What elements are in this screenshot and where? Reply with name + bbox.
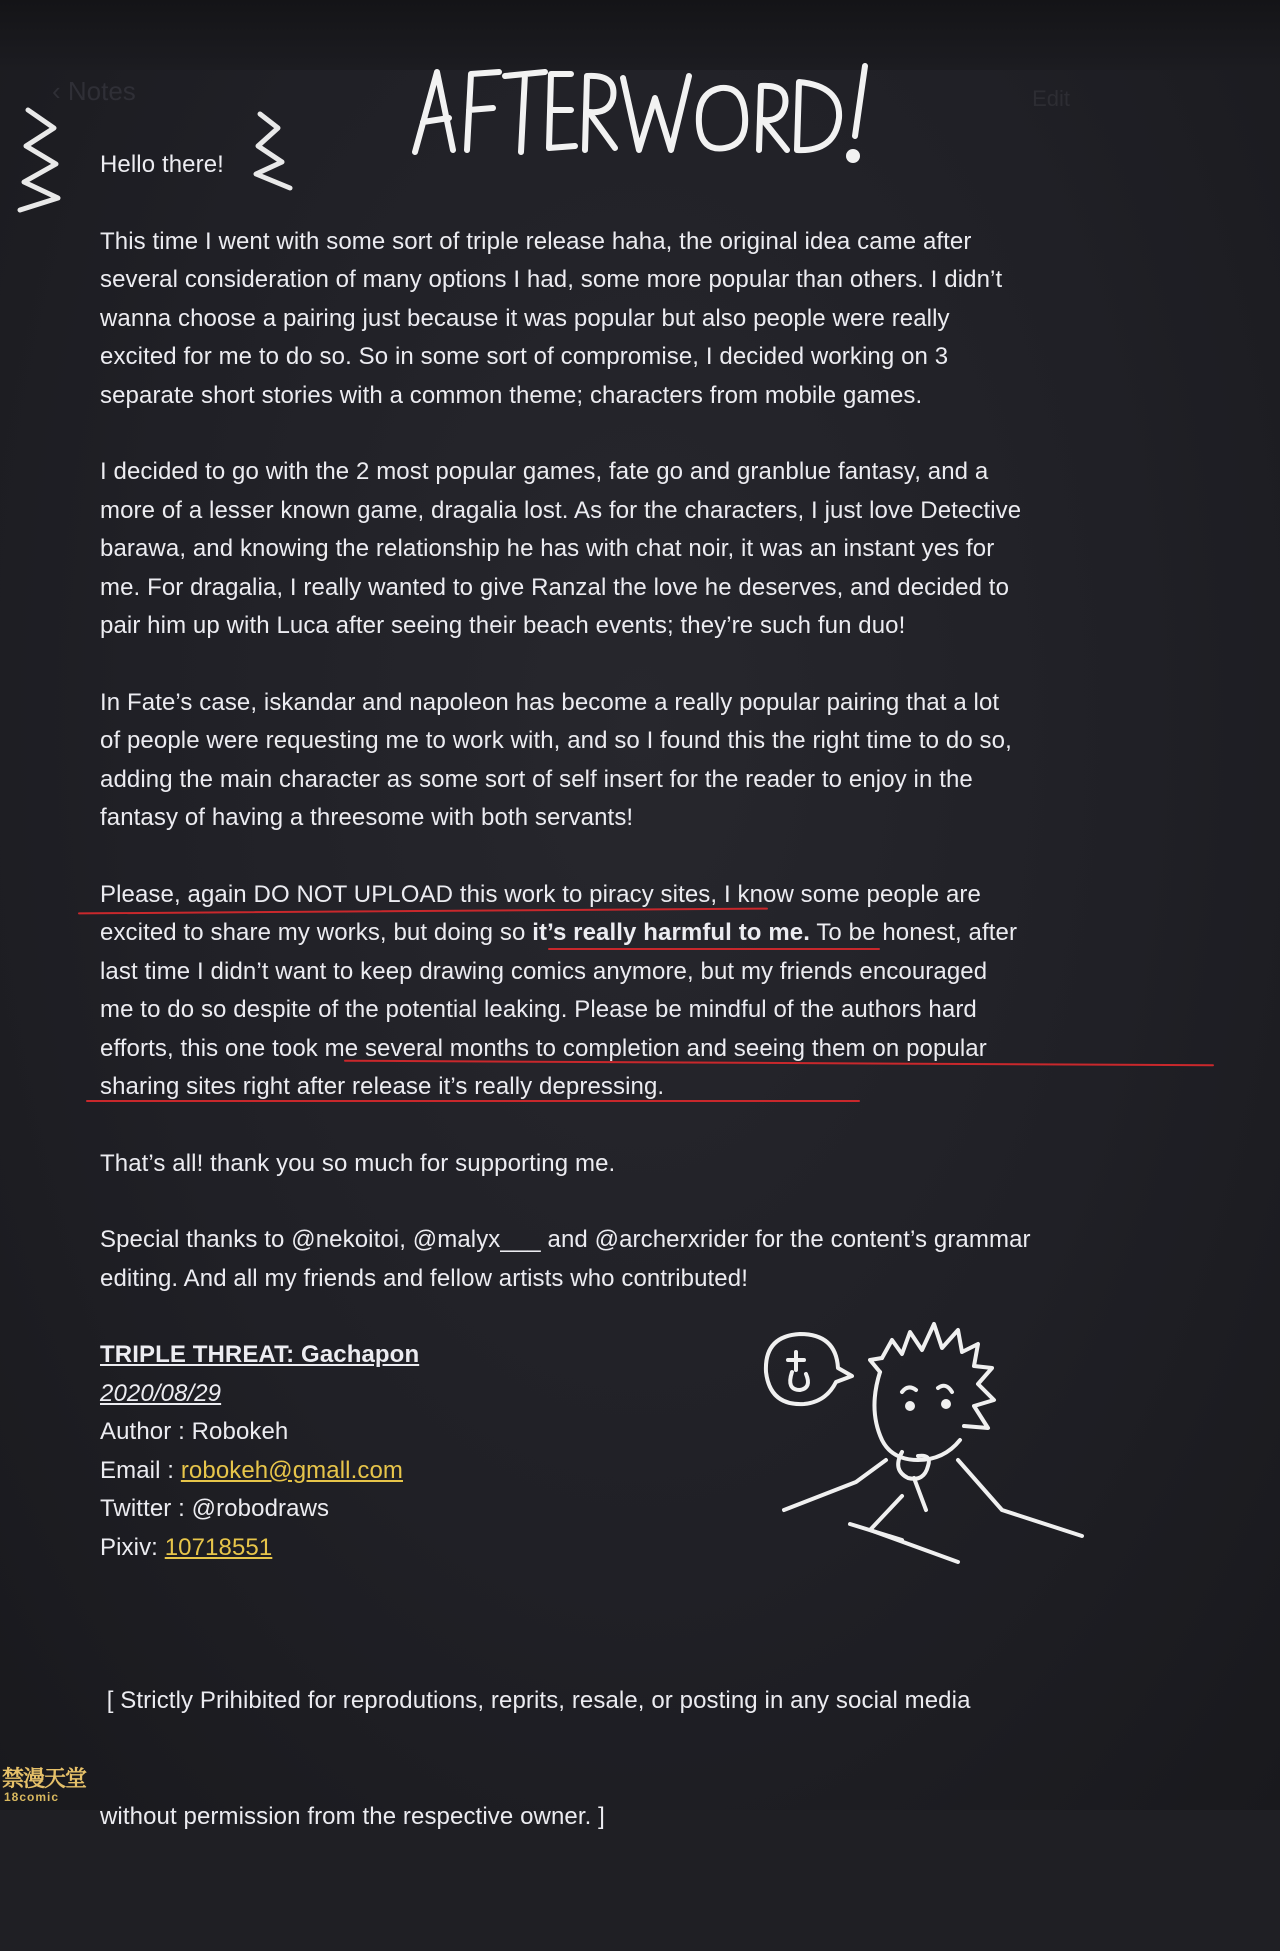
p2-line: me. For dragalia, I really wanted to give Ranzal the love he deserves, and decided to (100, 573, 1010, 601)
red-underline (548, 948, 880, 950)
email-link[interactable]: robokeh@gmall.com (180, 1456, 403, 1484)
edit-button[interactable]: Edit (1032, 86, 1070, 111)
p3-line: adding the main character as some sort of self insert for the reader to enjoy in the (100, 765, 973, 793)
notice-line: [ Strictly Prihibited for reprodutions, reprits, resale, or posting in any social media (100, 1687, 971, 1714)
closing-line (100, 1145, 1160, 1184)
artist-avatar-doodle (752, 1310, 1092, 1580)
pixiv-link[interactable]: 10718551 (164, 1533, 273, 1561)
p3-line: of people were requesting me to work with, and so I found this the right time to do so, (100, 727, 1012, 754)
paragraph-4-warning (100, 876, 1160, 1107)
paragraph-1 (100, 223, 1160, 416)
left-squiggle-doodle (14, 106, 74, 216)
release-date: 2020/08/29 (100, 1379, 222, 1407)
watermark-bottom: 18comic (4, 1790, 60, 1804)
note-body (100, 146, 1160, 1951)
work-title: TRIPLE THREAT: Gachapon (100, 1341, 420, 1368)
site-watermark (0, 1760, 110, 1810)
warning-line-5: efforts, this one took me several months to completion and seeing them on popular (100, 1034, 987, 1062)
twitter-line: Twitter : @robodraws (100, 1495, 330, 1522)
paragraph-3 (100, 684, 1160, 838)
p2-line: barawa, and knowing the relationship he has with chat noir, it was an instant yes for (100, 535, 995, 562)
pixiv-label: Pixiv: (100, 1533, 165, 1561)
thanks-line: editing. And all my friends and fellow artists who contributed! (100, 1264, 748, 1292)
email-label: Email : (100, 1456, 181, 1484)
p1-line: This time I went with some sort of triple release haha, the original idea came after (100, 227, 972, 255)
p1-line: excited for me to do so. So in some sort of compromise, I decided working on 3 (100, 343, 949, 370)
warning-line-6: sharing sites right after release it’s really depressing. (100, 1073, 665, 1100)
p1-line: separate short stories with a common theme; characters from mobile games. (100, 381, 923, 409)
p2-line: more of a lesser known game, dragalia lost. As for the characters, I just love Detective (100, 496, 1022, 524)
warning-line-2 (100, 914, 1160, 953)
closing-text: That’s all! thank you so much for supporting me. (100, 1149, 616, 1177)
paragraph-2 (100, 453, 1160, 646)
greeting (100, 146, 1160, 185)
warning-line-4: me to do so despite of the potential leaking. Please be mindful of the authors hard (100, 996, 977, 1023)
p2-line: pair him up with Luca after seeing their beach events; they’re such fun duo! (100, 612, 906, 639)
thanks-paragraph (100, 1221, 1160, 1298)
p2-line: I decided to go with the 2 most popular games, fate go and granblue fantasy, and a (100, 458, 989, 485)
warning-line-3: last time I didn’t want to keep drawing comics anymore, but my friends encouraged (100, 957, 988, 985)
p1-line: wanna choose a pairing just because it was popular but also people were really (100, 304, 950, 332)
p1-line: several consideration of many options I had, some more popular than others. I didn’t (100, 266, 1003, 293)
notice-paragraph (100, 1605, 1160, 1913)
p3-line: In Fate’s case, iskandar and napoleon has become a really popular pairing that a lot (100, 688, 1000, 716)
back-label[interactable]: Notes (67, 76, 136, 106)
author-line: Author : Robokeh (100, 1418, 289, 1445)
warning-line-2b: To be honest, after (810, 919, 1018, 946)
back-button[interactable]: ‹ Notes (52, 76, 136, 106)
thanks-line: Special thanks to @nekoitoi, @malyx___ and @archerxrider for the content’s grammar (100, 1226, 1031, 1253)
warning-line-1: Please, again DO NOT UPLOAD this work to piracy sites, I know some people are (100, 880, 981, 908)
notice-line: without permission from the respective owner. ] (100, 1802, 605, 1830)
warning-bold-phrase: it’s really harmful to me. (532, 919, 810, 946)
p3-line: fantasy of having a threesome with both servants! (100, 804, 634, 831)
watermark-top: 禁漫天堂 (2, 1767, 87, 1792)
warning-line-2a: excited to share my works, but doing so (100, 919, 533, 946)
red-underline (86, 1100, 860, 1102)
greeting-text: Hello there! (100, 151, 224, 178)
